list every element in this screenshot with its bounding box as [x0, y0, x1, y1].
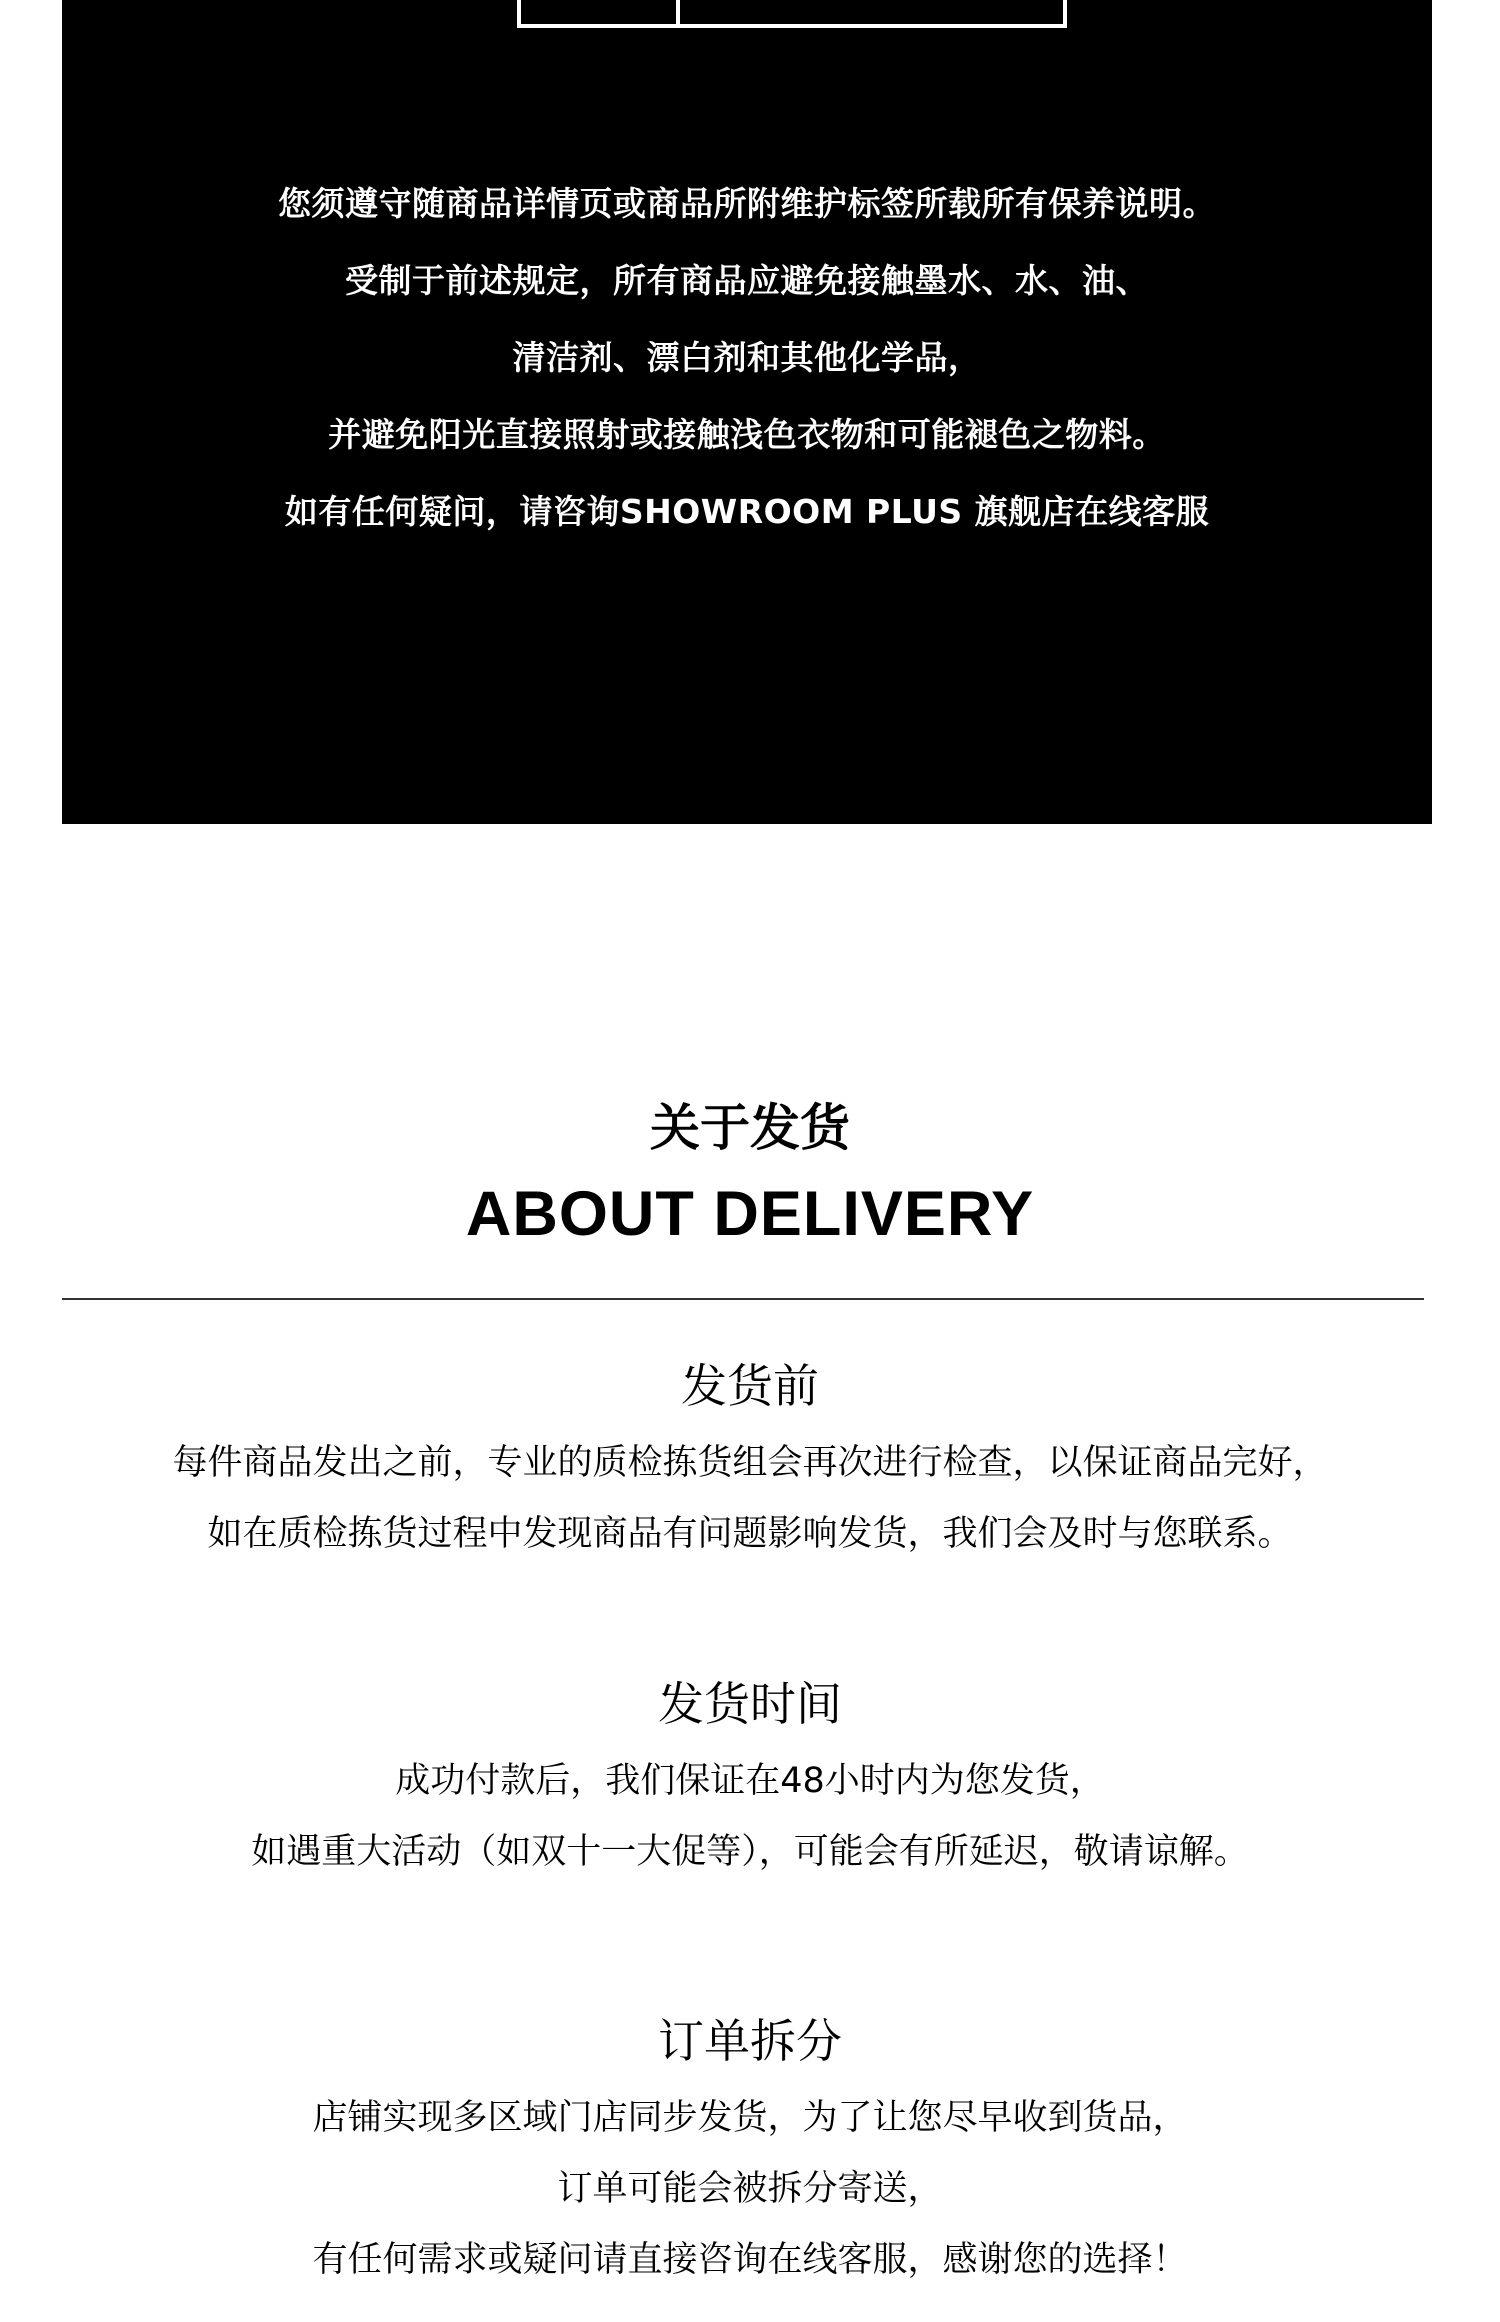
section-shipping-time — [0, 1676, 1500, 1888]
section-order-split — [0, 2013, 1500, 2296]
care-notice-text — [62, 178, 1432, 563]
section-text-line: 如遇重大活动（如双十一大促等），可能会有所延迟，敬请谅解。 — [251, 1832, 1249, 1872]
delivery-title-cn: 关于发货 — [650, 1099, 850, 1157]
section-before-shipping — [0, 1358, 1500, 1570]
section-text-line: 店铺实现多区域门店同步发货，为了让您尽早收到货品， — [312, 2098, 1188, 2138]
section-text-line: 每件商品发出之前，专业的质检拣货组会再次进行检查，以保证商品完好， — [172, 1443, 1328, 1483]
care-notice-line: 并避免阳光直接照射或接触浅色衣物和可能褪色之物料。 — [328, 415, 1166, 454]
section-heading: 订单拆分 — [658, 2014, 842, 2068]
care-notice-line: 如有任何疑问，请咨询SHOWROOM PLUS 旗舰店在线客服 — [284, 492, 1210, 531]
section-text-line: 有任何需求或疑问请直接咨询在线客服，感谢您的选择！ — [312, 2240, 1188, 2280]
decorative-frame — [517, 0, 1067, 28]
care-notice-panel — [62, 0, 1432, 824]
section-text-line: 订单可能会被拆分寄送， — [557, 2169, 943, 2209]
care-notice-line: 受制于前述规定，所有商品应避免接触墨水、水、油、 — [345, 261, 1149, 300]
care-notice-line: 您须遵守随商品详情页或商品所附维护标签所载所有保养说明。 — [278, 184, 1216, 223]
frame-divider — [676, 0, 680, 24]
care-notice-line: 清洁剂、漂白剂和其他化学品， — [512, 338, 982, 377]
section-text-line: 成功付款后，我们保证在48小时内为您发货， — [395, 1761, 1105, 1801]
section-divider — [62, 1298, 1424, 1300]
section-heading: 发货前 — [681, 1359, 819, 1413]
section-heading: 发货时间 — [658, 1677, 842, 1731]
section-text-line: 如在质检拣货过程中发现商品有问题影响发货，我们会及时与您联系。 — [207, 1514, 1293, 1554]
delivery-title-en: ABOUT DELIVERY — [465, 1179, 1035, 1249]
